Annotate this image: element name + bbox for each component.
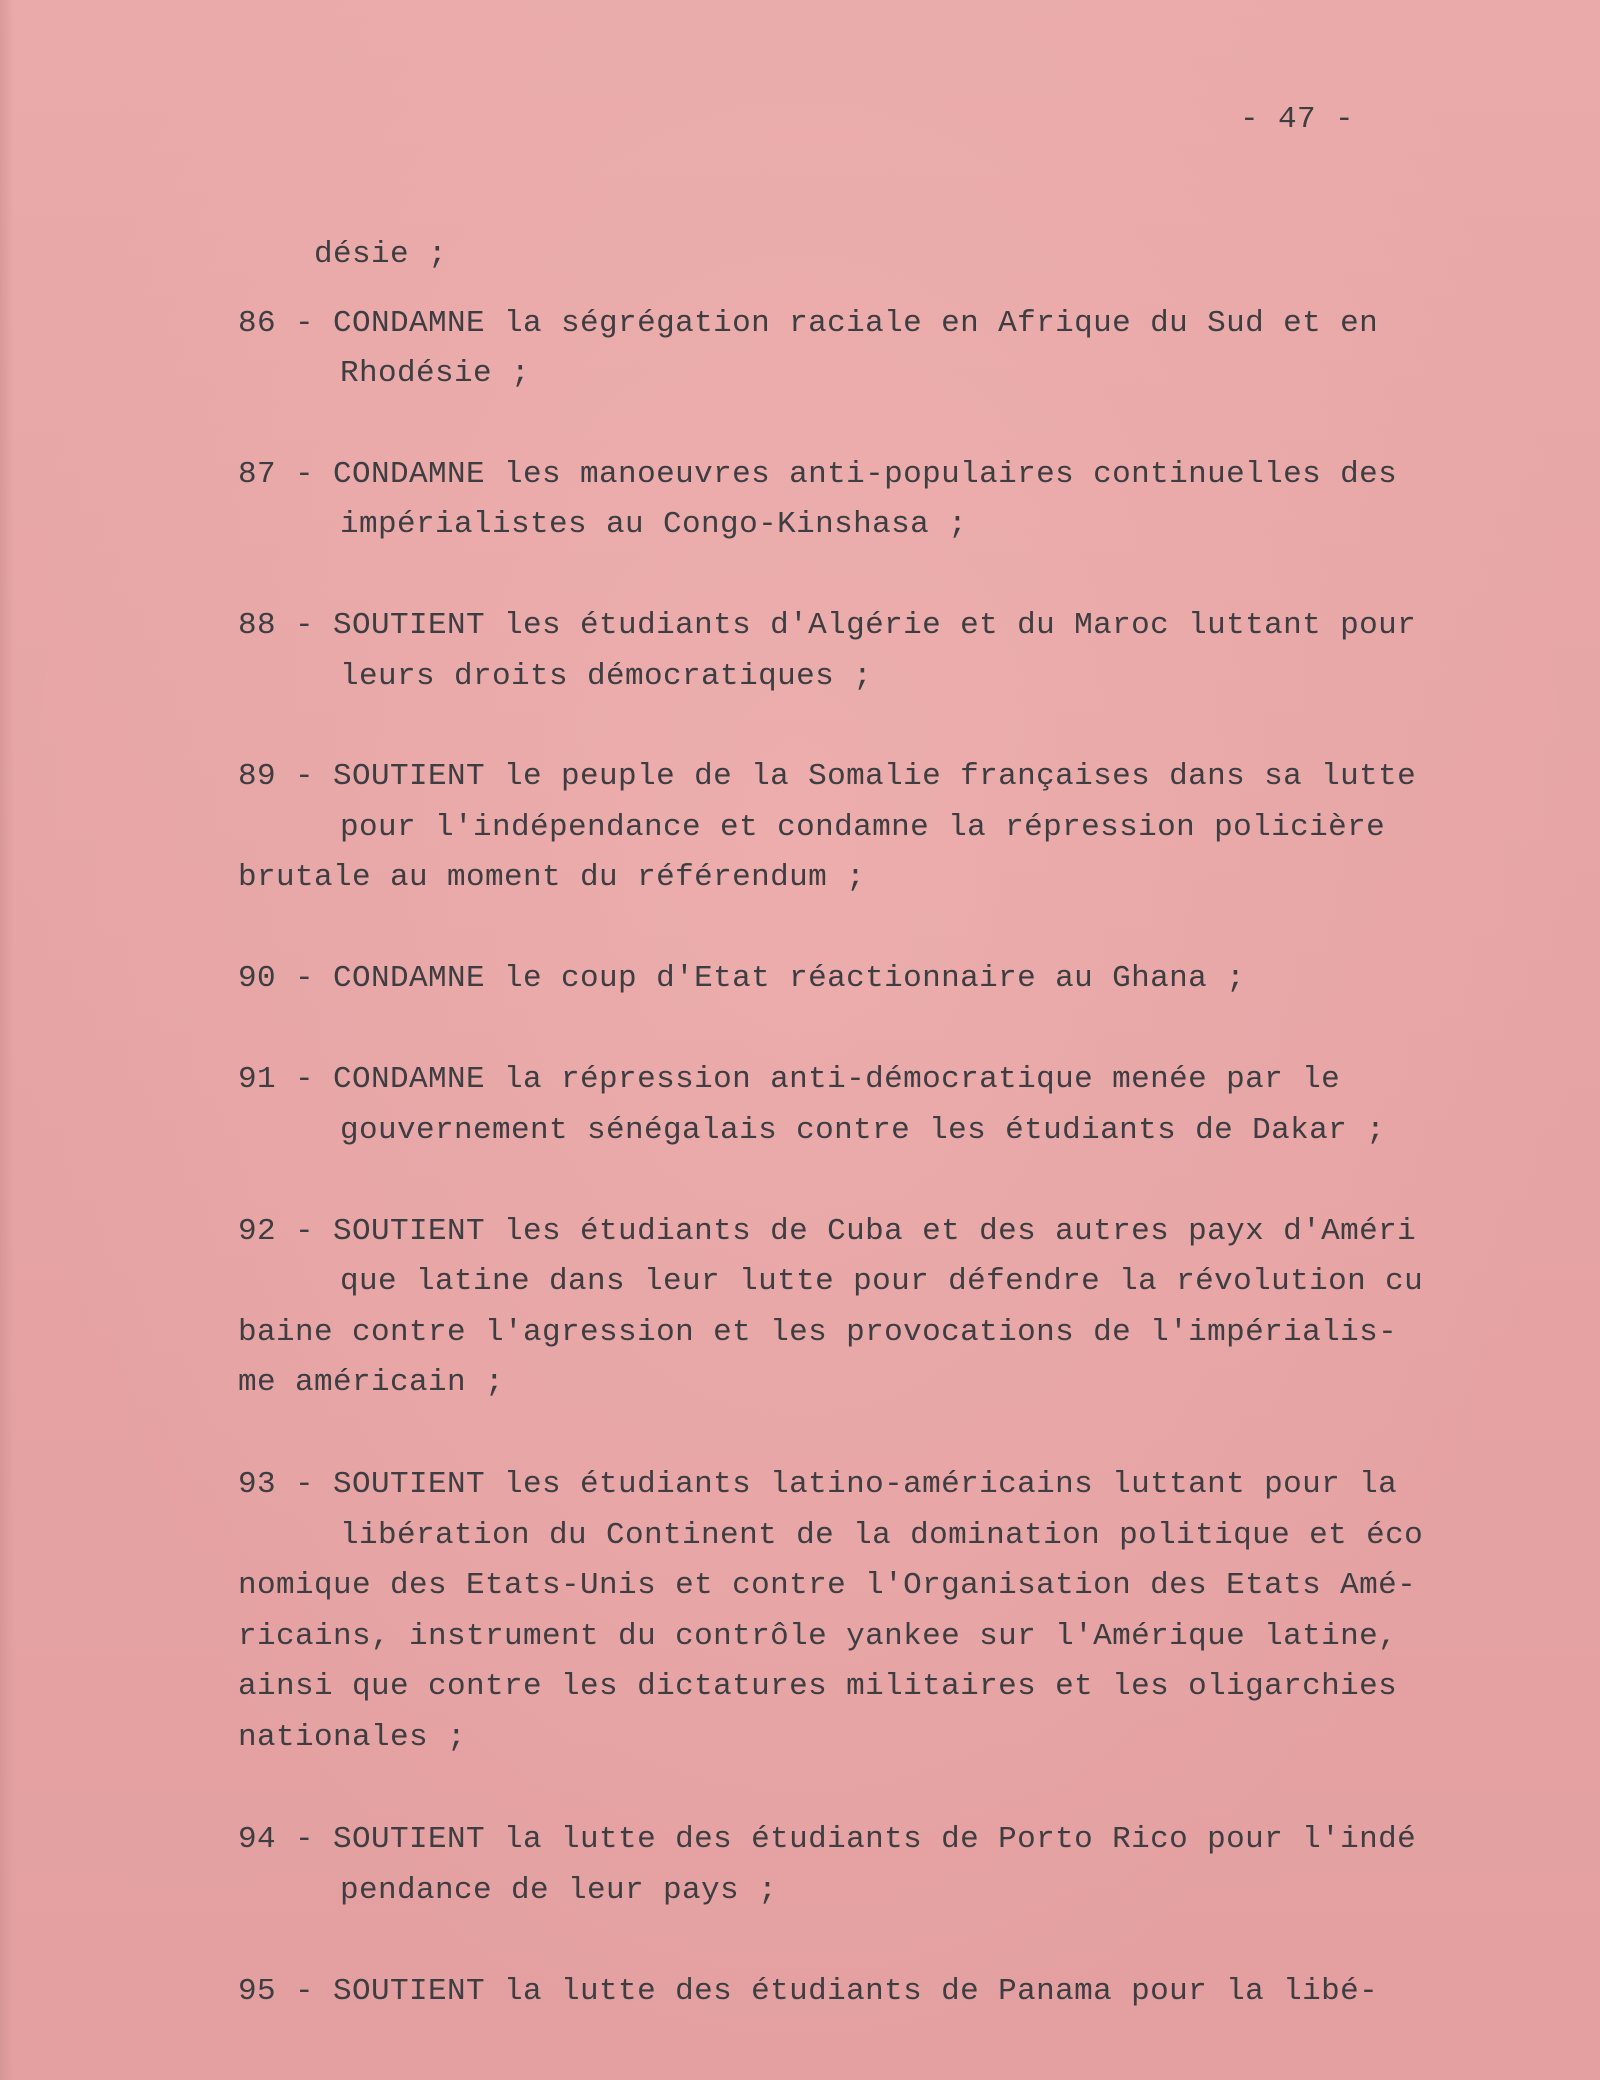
paragraph-89-line-1: 89 - SOUTIENT le peuple de la Somalie françaises dans sa lutte (238, 759, 1417, 794)
paragraph-92-line-2: que latine dans leur lutte pour défendre la révolution cu (340, 1264, 1424, 1299)
text-line: désie ; (314, 237, 448, 272)
paragraph-90-line-1: 90 - CONDAMNE le coup d'Etat réactionnaire au Ghana ; (238, 961, 1246, 996)
paragraph-93-line-4: ricains, instrument du contrôle yankee sur l'Amérique latine, (238, 1619, 1398, 1654)
paragraph-92-line-3: baine contre l'agression et les provocations de l'impérialis- (238, 1315, 1398, 1350)
paragraph-89-line-2: pour l'indépendance et condamne la répression policière (340, 810, 1386, 845)
paragraph-95-line-1: 95 - SOUTIENT la lutte des étudiants de Panama pour la libé- (238, 1974, 1379, 2009)
paragraph-92-line-4: me américain ; (238, 1365, 505, 1400)
paragraph-87-line-2: impérialistes au Congo-Kinshasa ; (340, 507, 968, 542)
paragraph-86-line-2: Rhodésie ; (340, 356, 531, 391)
paragraph-87-line-1: 87 - CONDAMNE les manoeuvres anti-populaires continuelles des (238, 457, 1398, 492)
paragraph-continuation (238, 208, 447, 301)
paragraph-93-line-3: nomique des Etats-Unis et contre l'Organisation des Etats Amé- (238, 1568, 1417, 1603)
paragraph-94-line-2: pendance de leur pays ; (340, 1873, 778, 1908)
paragraph-91-line-2: gouvernement sénégalais contre les étudiants de Dakar ; (340, 1113, 1386, 1148)
paragraph-93-line-6: nationales ; (238, 1720, 467, 1755)
paragraph-88-line-2: leurs droits démocratiques ; (340, 659, 873, 694)
paragraph-88-line-1: 88 - SOUTIENT les étudiants d'Algérie et du Maroc luttant pour (238, 608, 1417, 643)
paragraph-93-line-2: libération du Continent de la domination politique et éco (340, 1518, 1424, 1553)
paragraph-93-line-5: ainsi que contre les dictatures militaires et les oligarchies (238, 1669, 1398, 1704)
paragraph-91-line-1: 91 - CONDAMNE la répression anti-démocratique menée par le (238, 1062, 1341, 1097)
paragraph-94-line-1: 94 - SOUTIENT la lutte des étudiants de Porto Rico pour l'indé (238, 1822, 1417, 1857)
paragraph-89-line-3: brutale au moment du référendum ; (238, 860, 866, 895)
page-number: - 47 - (1240, 102, 1355, 137)
paragraph-92-line-1: 92 - SOUTIENT les étudiants de Cuba et des autres payx d'Améri (238, 1214, 1417, 1249)
paragraph-93-line-1: 93 - SOUTIENT les étudiants latino-américains luttant pour la (238, 1467, 1398, 1502)
paragraph-86-line-1: 86 - CONDAMNE la ségrégation raciale en Afrique du Sud et en (238, 306, 1379, 341)
